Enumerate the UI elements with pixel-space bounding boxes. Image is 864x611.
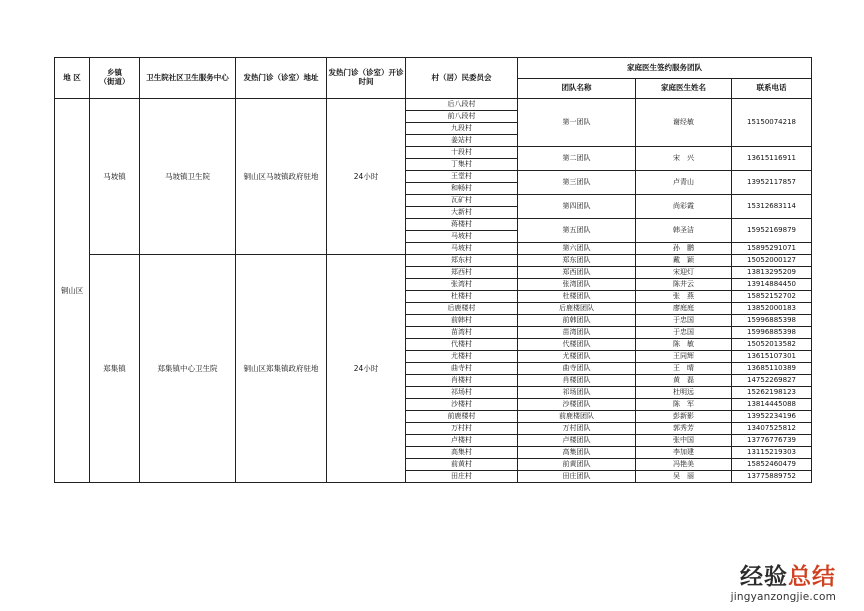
phone-cell: 15852460479 [732,459,812,471]
team-name-cell: 曲寺团队 [518,363,636,375]
team-name-cell: 后鹿楼团队 [518,303,636,315]
team-name-cell: 苗湾团队 [518,327,636,339]
doctor-name-cell: 王同辉 [636,351,732,363]
team-name-cell: 第四团队 [518,195,636,219]
phone-cell: 15312683114 [732,195,812,219]
village-cell: 田庄村 [406,471,518,483]
team-name-cell: 田庄团队 [518,471,636,483]
hospital-cell: 马坡镇卫生院 [140,99,236,255]
header-phone: 联系电话 [732,79,812,99]
phone-cell: 13615107301 [732,351,812,363]
doctor-name-cell: 张中国 [636,435,732,447]
phone-cell: 13407525812 [732,423,812,435]
village-cell: 前韩村 [406,315,518,327]
phone-cell: 13952117857 [732,171,812,195]
phone-cell: 13814445088 [732,399,812,411]
village-cell: 姜站村 [406,135,518,147]
village-cell: 和畅村 [406,183,518,195]
site-watermark [731,558,836,603]
watermark-text-2: 总结 [788,564,836,590]
doctor-name-cell: 尚彩霞 [636,195,732,219]
village-cell: 前八段村 [406,111,518,123]
header-service-group: 家庭医生签约服务团队 [518,58,812,79]
village-cell: 后八段村 [406,99,518,111]
team-name-cell: 郑西团队 [518,267,636,279]
village-cell: 肖楼村 [406,375,518,387]
header-district: 地 区 [55,58,90,99]
doctor-name-cell: 张 燕 [636,291,732,303]
village-cell: 万村村 [406,423,518,435]
header-fever-hours: 发热门诊（诊室）开诊时间 [327,58,406,99]
doctor-name-cell: 孙 鹏 [636,243,732,255]
team-name-cell: 高集团队 [518,447,636,459]
village-cell: 代楼村 [406,339,518,351]
watermark-logo-text [731,558,836,591]
phone-cell: 15262198123 [732,387,812,399]
phone-cell: 13775889752 [732,471,812,483]
village-cell: 前鹿楼村 [406,411,518,423]
doctor-name-cell: 黄 磊 [636,375,732,387]
team-name-cell: 第三团队 [518,171,636,195]
team-name-cell: 第一团队 [518,99,636,147]
village-cell: 沙楼村 [406,399,518,411]
phone-cell: 15052000127 [732,255,812,267]
district-cell: 铜山区 [55,99,90,483]
team-name-cell: 杜楼团队 [518,291,636,303]
village-cell: 高集村 [406,447,518,459]
table-body [55,99,812,483]
village-cell: 大新村 [406,207,518,219]
table-row [55,99,812,111]
doctor-name-cell: 于忠国 [636,315,732,327]
phone-cell: 15996885398 [732,327,812,339]
watermark-text-1: 经验 [740,564,788,590]
village-cell: 尤楼村 [406,351,518,363]
doctor-name-cell: 彭新影 [636,411,732,423]
doctor-name-cell: 宋 兴 [636,147,732,171]
village-cell: 卢楼村 [406,435,518,447]
team-name-cell: 卢楼团队 [518,435,636,447]
doctor-name-cell: 郭秀芳 [636,423,732,435]
village-cell: 郑西村 [406,267,518,279]
fever-hours-cell: 24小时 [327,99,406,255]
header-row-1 [55,58,812,79]
phone-cell: 13914884450 [732,279,812,291]
team-name-cell: 第五团队 [518,219,636,243]
village-cell: 祁场村 [406,387,518,399]
village-cell: 苗湾村 [406,327,518,339]
doctor-name-cell: 王 晴 [636,363,732,375]
phone-cell: 13952234196 [732,411,812,423]
team-name-cell: 代楼团队 [518,339,636,351]
phone-cell: 15150074218 [732,99,812,147]
team-name-cell: 郑东团队 [518,255,636,267]
doctor-name-cell: 戴 颖 [636,255,732,267]
town-cell: 郑集镇 [90,255,140,483]
village-cell: 瓦矿村 [406,195,518,207]
fever-address-cell: 铜山区马坡镇政府驻地 [236,99,327,255]
doctor-name-cell: 韩圣洁 [636,219,732,243]
fever-address-cell: 铜山区郑集镇政府驻地 [236,255,327,483]
phone-cell: 15996885398 [732,315,812,327]
header-town: 乡镇 （街道） [90,58,140,99]
header-doctor-name: 家庭医生姓名 [636,79,732,99]
team-name-cell: 沙楼团队 [518,399,636,411]
phone-cell: 13776776739 [732,435,812,447]
phone-cell: 13852000183 [732,303,812,315]
header-village: 村（居）民委员会 [406,58,518,99]
village-cell: 后鹿楼村 [406,303,518,315]
doctor-name-cell: 廖庭庭 [636,303,732,315]
team-name-cell: 前韩团队 [518,315,636,327]
hospital-cell: 郑集镇中心卫生院 [140,255,236,483]
village-cell: 九段村 [406,123,518,135]
doctor-name-cell: 谢经敏 [636,99,732,147]
doctor-name-cell: 冯艳美 [636,459,732,471]
village-cell: 郑东村 [406,255,518,267]
phone-cell: 15852152702 [732,291,812,303]
team-name-cell: 第六团队 [518,243,636,255]
village-cell: 十段村 [406,147,518,159]
doctor-name-cell: 于忠国 [636,327,732,339]
team-name-cell: 前鹿楼团队 [518,411,636,423]
phone-cell: 15052013582 [732,339,812,351]
header-hospital: 卫生院社区卫生服务中心 [140,58,236,99]
village-cell: 张湾村 [406,279,518,291]
watermark-url: jingyanzongjie.com [730,591,836,603]
header-team-name: 团队名称 [518,79,636,99]
fever-hours-cell: 24小时 [327,255,406,483]
team-name-cell: 尤楼团队 [518,351,636,363]
team-name-cell: 前黄团队 [518,459,636,471]
doctor-name-cell: 杜明远 [636,387,732,399]
village-cell: 杜楼村 [406,291,518,303]
village-cell: 马坡村 [406,243,518,255]
doctor-team-table [54,57,812,483]
team-name-cell: 万村团队 [518,423,636,435]
phone-cell: 13115219303 [732,447,812,459]
phone-cell: 13685110389 [732,363,812,375]
doctor-name-cell: 陈井云 [636,279,732,291]
village-cell: 王堂村 [406,171,518,183]
village-cell: 曲寺村 [406,363,518,375]
phone-cell: 13615116911 [732,147,812,171]
town-cell: 马坡镇 [90,99,140,255]
phone-cell: 15895291071 [732,243,812,255]
village-cell: 蒋楼村 [406,219,518,231]
team-name-cell: 张湾团队 [518,279,636,291]
doctor-name-cell: 卢青山 [636,171,732,195]
header-fever-address: 发热门诊（诊室）地址 [236,58,327,99]
village-cell: 丁集村 [406,159,518,171]
village-cell: 前黄村 [406,459,518,471]
doctor-name-cell: 宋迎灯 [636,267,732,279]
doctor-name-cell: 吴 丽 [636,471,732,483]
team-name-cell: 肖楼团队 [518,375,636,387]
doctor-name-cell: 陈 敏 [636,339,732,351]
phone-cell: 15952169879 [732,219,812,243]
table-row [55,255,812,267]
phone-cell: 13813295209 [732,267,812,279]
team-name-cell: 祁场团队 [518,387,636,399]
doctor-name-cell: 陈 军 [636,399,732,411]
team-name-cell: 第二团队 [518,147,636,171]
village-cell: 马坡村 [406,231,518,243]
phone-cell: 14752269827 [732,375,812,387]
doctor-name-cell: 李加建 [636,447,732,459]
